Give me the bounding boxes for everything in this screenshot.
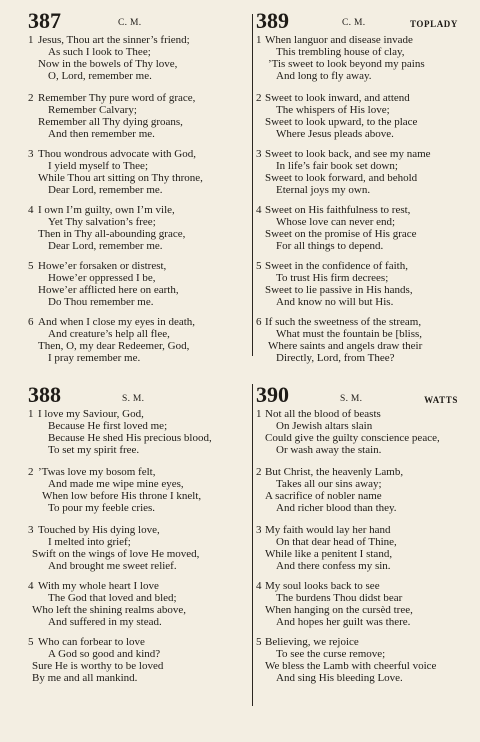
column-divider-bottom <box>252 384 253 706</box>
stanza-line: I pray remember me. <box>48 352 141 364</box>
stanza-line: Or wash away the stain. <box>276 444 382 456</box>
verse-number: 2 <box>28 466 34 478</box>
stanza-line: And brought me sweet relief. <box>48 560 177 572</box>
stanza-line: On Jewish altars slain <box>276 420 373 432</box>
stanza-line: The burdens Thou didst bear <box>276 592 403 604</box>
stanza-line: And there confess my sin. <box>276 560 391 572</box>
hymn-header <box>256 10 458 36</box>
column-divider-top <box>252 14 253 356</box>
stanza-line: As such I look to Thee; <box>48 46 151 58</box>
stanza-line: Remember Thy pure word of grace, <box>38 92 196 104</box>
hymn-meter: C. M. <box>118 18 142 28</box>
stanza-line: When hanging on the cursèd tree, <box>265 604 413 616</box>
stanza-line: And hopes her guilt was there. <box>276 616 411 628</box>
hymn-number: 387 <box>28 8 61 33</box>
stanza-line: Howe’er afflicted here on earth, <box>38 284 179 296</box>
stanza-line: Dear Lord, remember me. <box>48 240 163 252</box>
stanza-line: Now in the bowels of Thy love, <box>38 58 178 70</box>
verse-number: 1 <box>256 408 262 420</box>
stanza-line: ’Tis sweet to look beyond my pains <box>268 58 425 70</box>
stanza-line: Where Jesus pleads above. <box>276 128 394 140</box>
stanza-line: Touched by His dying love, <box>38 524 160 536</box>
stanza-line: Then, O, my dear Redeemer, God, <box>38 340 190 352</box>
stanza-line: Because He first loved me; <box>48 420 168 432</box>
stanza-line: Swift on the wings of love He moved, <box>32 548 200 560</box>
stanza-line: For all things to depend. <box>276 240 384 252</box>
stanza-line: Sweet on His faithfulness to rest, <box>265 204 411 216</box>
stanza-line: What must the fountain be [bliss, <box>276 328 423 340</box>
stanza-line: To pour my feeble cries. <box>48 502 156 514</box>
hymn-number: 390 <box>256 382 289 407</box>
hymn-author: WATTS <box>424 395 458 405</box>
stanza-line: The God that loved and bled; <box>48 592 177 604</box>
hymn-meter: S. M. <box>122 394 145 404</box>
stanza-line: This trembling house of clay, <box>276 46 405 58</box>
stanza-line: The whispers of His love; <box>276 104 390 116</box>
stanza-line: While Thou art sitting on Thy throne, <box>38 172 203 184</box>
stanza-line: And made me wipe mine eyes, <box>48 478 184 490</box>
stanza-line: And suffered in my stead. <box>48 616 162 628</box>
stanza-line: But Christ, the heavenly Lamb, <box>265 466 404 478</box>
stanza-line: Do Thou remember me. <box>48 296 154 308</box>
stanza-line: If such the sweetness of the stream, <box>265 316 422 328</box>
stanza-line: Sweet to look back, and see my name <box>265 148 431 160</box>
stanza-line: And long to fly away. <box>276 70 372 82</box>
hymn-header <box>28 10 244 36</box>
stanza-line: Directly, Lord, from Thee? <box>276 352 395 364</box>
verse-number: 2 <box>256 466 262 478</box>
stanza-line: Sweet to lie passive in His hands, <box>265 284 413 296</box>
stanza-line: A God so good and kind? <box>48 648 161 660</box>
stanza-line: Dear Lord, remember me. <box>48 184 163 196</box>
stanza-line: Whose love can never end; <box>276 216 396 228</box>
stanza-line: Howe’er forsaken or distrest, <box>38 260 167 272</box>
stanza-line: With my whole heart I love <box>38 580 159 592</box>
stanza-line: Sweet to look forward, and behold <box>265 172 418 184</box>
stanza-line: We bless the Lamb with cheerful voice <box>265 660 437 672</box>
stanza-line: Sure He is worthy to be loved <box>32 660 164 672</box>
stanza-line: And richer blood than they. <box>276 502 397 514</box>
stanza-line: Remember Calvary; <box>48 104 137 116</box>
verse-number: 4 <box>256 580 262 592</box>
stanza-line: To set my spirit free. <box>48 444 140 456</box>
stanza-line: I love my Saviour, God, <box>38 408 144 420</box>
stanza-line: By me and all mankind. <box>32 672 138 684</box>
verse-number: 5 <box>28 260 34 272</box>
stanza-line: ’Twas love my bosom felt, <box>38 466 156 478</box>
stanza-line: And creature’s help all flee, <box>48 328 170 340</box>
verse-number: 5 <box>28 636 34 648</box>
stanza-line: In life’s fair book set down; <box>276 160 398 172</box>
stanza-line: I melted into grief; <box>48 536 131 548</box>
stanza-line: When languor and disease invade <box>265 34 413 46</box>
hymn-number: 388 <box>28 382 61 407</box>
stanza-line: Sweet to look inward, and attend <box>265 92 410 104</box>
verse-number: 1 <box>28 34 34 46</box>
stanza-line: And when I close my eyes in death, <box>38 316 196 328</box>
hymn-meter: C. M. <box>342 18 366 28</box>
stanza-line: Sweet on the promise of His grace <box>265 228 417 240</box>
verse-number: 5 <box>256 260 262 272</box>
stanza-line: To trust His firm decrees; <box>276 272 389 284</box>
stanza-line: Believing, we rejoice <box>265 636 359 648</box>
stanza-line: Then in Thy all-abounding grace, <box>38 228 186 240</box>
verse-number: 1 <box>28 408 34 420</box>
stanza-line: O, Lord, remember me. <box>48 70 152 82</box>
stanza-line: Not all the blood of beasts <box>265 408 381 420</box>
stanza-line: Sweet in the confidence of faith, <box>265 260 408 272</box>
stanza-line: Who left the shining realms above, <box>32 604 186 616</box>
stanza-line: Where saints and angels draw their <box>268 340 423 352</box>
stanza-line: Who can forbear to love <box>38 636 145 648</box>
verse-number: 6 <box>28 316 34 328</box>
verse-number: 3 <box>256 148 262 160</box>
verse-number: 3 <box>28 148 34 160</box>
stanza-line: I own I’m guilty, own I’m vile, <box>38 204 175 216</box>
verse-number: 3 <box>28 524 34 536</box>
stanza-line: Eternal joys my own. <box>276 184 371 196</box>
stanza-line: To see the curse remove; <box>276 648 386 660</box>
stanza-line: Because He shed His precious blood, <box>48 432 212 444</box>
stanza-line: Remember all Thy dying groans, <box>38 116 183 128</box>
stanza-line: While like a penitent I stand, <box>265 548 393 560</box>
stanza-line: Thou wondrous advocate with God, <box>38 148 196 160</box>
verse-number: 4 <box>256 204 262 216</box>
stanza-line: My soul looks back to see <box>265 580 380 592</box>
stanza-line: On that dear head of Thine, <box>276 536 397 548</box>
stanza-line: And then remember me. <box>48 128 155 140</box>
verse-number: 4 <box>28 580 34 592</box>
stanza-line: I yield myself to Thee; <box>48 160 148 172</box>
stanza-line: When low before His throne I knelt, <box>42 490 202 502</box>
hymn-header <box>28 384 244 410</box>
verse-number: 6 <box>256 316 262 328</box>
verse-number: 2 <box>256 92 262 104</box>
stanza-line: And sing His bleeding Love. <box>276 672 403 684</box>
stanza-line: A sacrifice of nobler name <box>265 490 382 502</box>
stanza-line: My faith would lay her hand <box>265 524 391 536</box>
verse-number: 3 <box>256 524 262 536</box>
hymn-author: TOPLADY <box>409 19 458 29</box>
stanza-line: Could give the guilty conscience peace, <box>265 432 440 444</box>
stanza-line: Jesus, Thou art the sinner’s friend; <box>38 34 190 46</box>
stanza-line: Yet Thy salvation’s free; <box>48 216 156 228</box>
stanza-line: Sweet to look upward, to the place <box>265 116 418 128</box>
hymn-meter: S. M. <box>340 394 363 404</box>
hymn-header <box>256 384 458 410</box>
stanza-line: Takes all our sins away; <box>276 478 382 490</box>
hymn-number: 389 <box>256 8 289 33</box>
verse-number: 2 <box>28 92 34 104</box>
stanza-line: Howe’er oppressed I be, <box>48 272 156 284</box>
verse-number: 5 <box>256 636 262 648</box>
verse-number: 1 <box>256 34 262 46</box>
verse-number: 4 <box>28 204 34 216</box>
stanza-line: And know no will but His. <box>276 296 394 308</box>
